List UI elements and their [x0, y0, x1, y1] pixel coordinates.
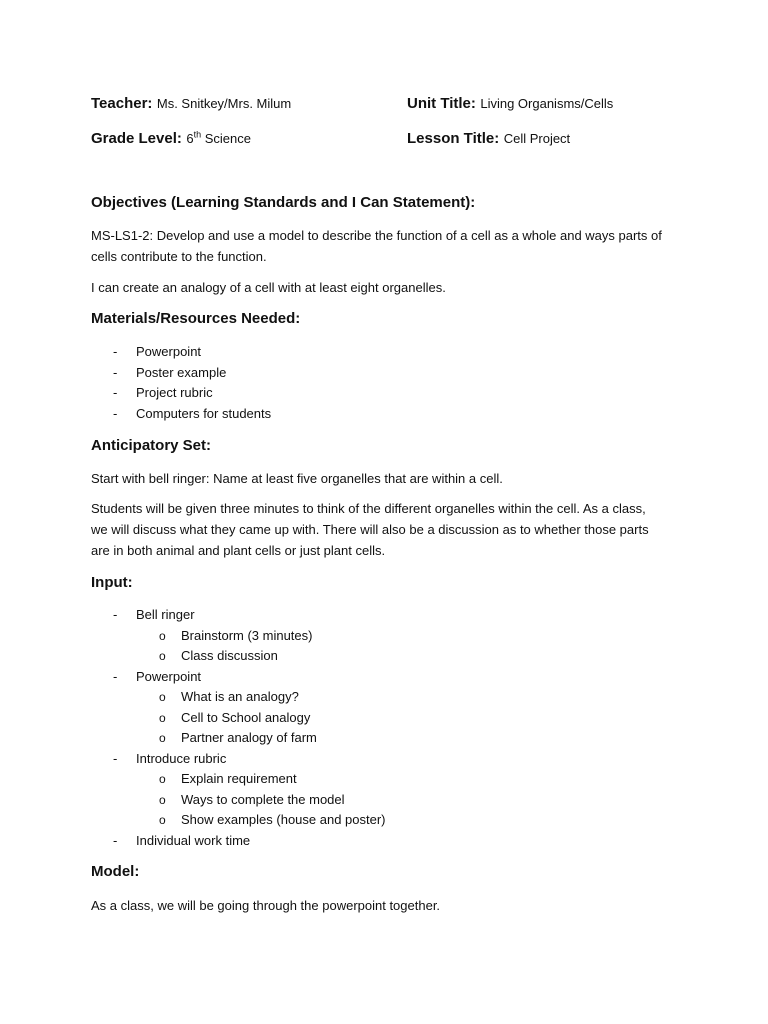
anticipatory-section: [91, 437, 691, 454]
grade-suffix: th: [193, 129, 202, 140]
lesson-title-line: [407, 130, 570, 148]
circle-bullet: o: [159, 731, 166, 745]
sub-list-item: [91, 626, 691, 647]
list-item: [91, 749, 691, 831]
list-item-text: Poster example: [136, 364, 227, 380]
input-section: [91, 574, 691, 591]
sub-item-text: Partner analogy of farm: [181, 730, 317, 745]
circle-bullet: o: [159, 690, 166, 704]
list-item: [91, 605, 691, 667]
list-item: [91, 383, 691, 404]
lesson-title-value: Cell Project: [503, 131, 571, 146]
sub-list-item: [91, 790, 691, 811]
model-text: As a class, we will be going through the powerpoint together.: [91, 898, 441, 913]
teacher-value: Ms. Snitkey/Mrs. Milum: [156, 96, 292, 111]
sub-item-text: Class discussion: [181, 648, 278, 663]
sub-item-text: What is an analogy?: [181, 689, 299, 704]
unit-title-line: [407, 95, 613, 113]
objectives-section: [91, 194, 691, 211]
materials-list: [91, 342, 691, 424]
teacher-label: Teacher:: [91, 95, 153, 112]
model-section: [91, 863, 691, 880]
materials-list-wrap: [91, 342, 691, 424]
list-item-text: Individual work time: [136, 832, 251, 848]
objectives-heading: Objectives (Learning Standards and I Can Statement):: [91, 194, 476, 211]
materials-section: [91, 310, 691, 327]
dash-bullet: -: [113, 364, 118, 380]
sub-list-item: [91, 769, 691, 790]
input-heading: Input:: [91, 574, 133, 591]
sub-list-item: [91, 810, 691, 831]
list-item-text: Bell ringer: [136, 607, 195, 622]
sub-item-text: Ways to complete the model: [181, 791, 345, 807]
list-item-text: Powerpoint: [136, 668, 202, 684]
model-heading: Model:: [91, 863, 140, 880]
circle-bullet: o: [159, 649, 166, 663]
dash-bullet: -: [113, 607, 118, 622]
sub-item-text: Brainstorm (3 minutes): [181, 627, 313, 643]
dash-bullet: -: [113, 344, 118, 359]
input-list: [91, 605, 691, 851]
circle-bullet: o: [159, 628, 166, 643]
list-item-text: Computers for students: [136, 405, 272, 421]
sub-item-text: Show examples (house and poster): [181, 812, 386, 827]
grade-level-line: [91, 130, 251, 148]
dash-bullet: -: [113, 750, 118, 766]
dash-bullet: -: [113, 668, 118, 684]
unit-title-value: Living Organisms/Cells: [480, 96, 614, 111]
anticipatory-p2-wrap: [91, 498, 661, 561]
circle-bullet: o: [159, 813, 166, 827]
sub-list-item: [91, 728, 691, 749]
sub-list: [136, 687, 691, 749]
circle-bullet: o: [159, 792, 166, 807]
discussion-text: Students will be given three minutes to think of the different organelles within the cell. As a class, we will discuss what they came up with. There will also be a discussion as to whether those parts are in both animal and plant cells or just plant cells.: [91, 501, 649, 558]
circle-bullet: o: [159, 710, 166, 725]
grade-number: 6: [186, 131, 194, 146]
list-item-text: Introduce rubric: [136, 750, 227, 766]
grade-level-label: Grade Level:: [91, 130, 182, 147]
list-item: [91, 831, 691, 852]
circle-bullet: o: [159, 772, 166, 786]
lesson-title-label: Lesson Title:: [407, 130, 500, 147]
teacher-line: [91, 95, 291, 113]
list-item: [91, 363, 691, 384]
materials-heading: Materials/Resources Needed:: [91, 310, 301, 327]
sub-list: [136, 769, 691, 831]
list-item: [91, 404, 691, 425]
anticipatory-p1-wrap: [91, 468, 691, 489]
list-item: [91, 667, 691, 749]
list-item-text: Powerpoint: [136, 344, 202, 359]
sub-item-text: Cell to School analogy: [181, 709, 311, 725]
sub-item-text: Explain requirement: [181, 771, 297, 786]
dash-bullet: -: [113, 832, 118, 848]
ican-text: I can create an analogy of a cell with at least eight organelles.: [91, 280, 446, 295]
list-item-text: Project rubric: [136, 385, 213, 400]
bell-ringer-text: Start with bell ringer: Name at least five organelles that are within a cell.: [91, 471, 503, 486]
objectives-ican: [91, 277, 691, 298]
sub-list-item: [91, 708, 691, 729]
objectives-standard: [91, 225, 691, 267]
input-list-wrap: [91, 605, 691, 851]
model-p1-wrap: [91, 895, 691, 916]
sub-list-item: [91, 687, 691, 708]
sub-list: [136, 626, 691, 667]
grade-level-value: [186, 131, 251, 146]
grade-subject: Science: [204, 131, 251, 146]
anticipatory-heading: Anticipatory Set:: [91, 437, 212, 454]
unit-title-label: Unit Title:: [407, 95, 476, 112]
dash-bullet: -: [113, 405, 118, 421]
standard-text: MS-LS1-2: Develop and use a model to describe the function of a cell as a whole and ways parts of cells contribute to the function.: [91, 228, 662, 264]
list-item: [91, 342, 691, 363]
dash-bullet: -: [113, 385, 118, 400]
sub-list-item: [91, 646, 691, 667]
